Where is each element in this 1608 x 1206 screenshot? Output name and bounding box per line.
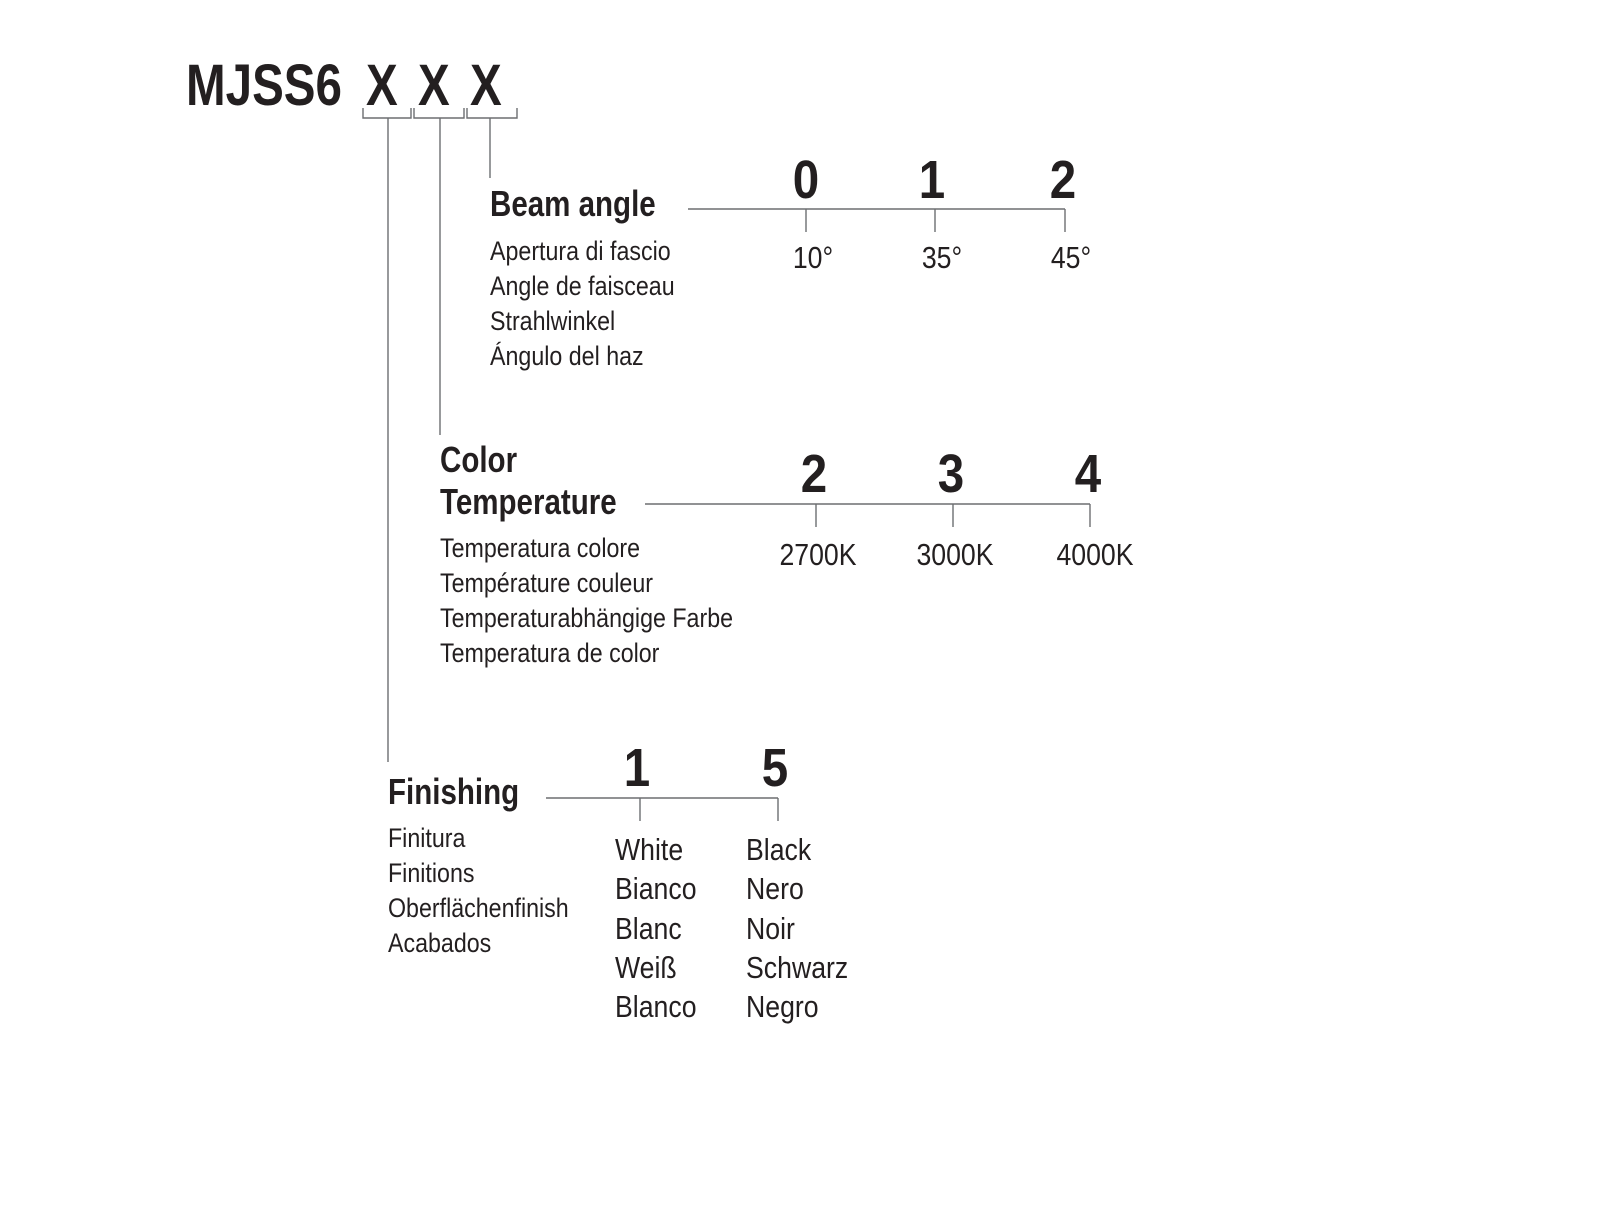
finishing-option-code: 5 (761, 738, 789, 798)
finishing-black-it: Nero (746, 871, 804, 906)
finishing-white-fr: Blanc (615, 911, 682, 946)
beam-option-code: 2 (1049, 150, 1077, 210)
beam-option-code: 0 (792, 150, 820, 210)
beam-translation-it: Apertura di fascio (490, 236, 671, 266)
color-translation-fr: Température couleur (440, 568, 653, 598)
finishing-black-de: Schwarz (746, 950, 849, 985)
beam-translation-fr: Angle de faisceau (490, 271, 675, 301)
code-slot-finishing: X (366, 53, 398, 118)
color-option-value: 3000K (916, 537, 994, 572)
color-option-value: 2700K (779, 537, 857, 572)
beam-angle-title: Beam angle (490, 183, 656, 224)
finishing-white-es: Blanco (615, 989, 697, 1024)
color-translation-es: Temperatura de color (440, 638, 660, 668)
finishing-white-it: Bianco (615, 871, 697, 906)
finishing-black-en: Black (746, 832, 812, 867)
beam-option-value: 35° (921, 240, 963, 275)
beam-option-value: 45° (1050, 240, 1092, 275)
finishing-translation-de: Oberflächenfinish (388, 893, 569, 923)
finishing-option-code: 1 (623, 738, 651, 798)
color-option-code: 2 (800, 444, 828, 504)
beam-translation-de: Strahlwinkel (490, 306, 616, 336)
finishing-white-de: Weiß (615, 950, 677, 985)
color-temperature-title-line1: Color (440, 439, 518, 480)
finishing-translation-it: Finitura (388, 823, 466, 853)
finishing-title: Finishing (388, 771, 520, 812)
color-translation-it: Temperatura colore (440, 533, 641, 563)
color-option-code: 4 (1074, 444, 1102, 504)
code-slot-color: X (418, 53, 450, 118)
finishing-translation-fr: Finitions (388, 858, 475, 888)
finishing-translation-es: Acabados (388, 928, 492, 958)
beam-option-value: 10° (792, 240, 834, 275)
beam-translation-es: Ángulo del haz (490, 341, 644, 371)
color-option-value: 4000K (1056, 537, 1134, 572)
color-translation-de: Temperaturabhängige Farbe (440, 603, 734, 633)
color-option-code: 3 (937, 444, 965, 504)
color-temperature-title-line2: Temperature (440, 481, 617, 522)
finishing-black-fr: Noir (746, 911, 795, 946)
code-prefix: MJSS6 (186, 53, 342, 118)
beam-option-code: 1 (918, 150, 946, 210)
finishing-white-en: White (615, 832, 684, 867)
finishing-black-es: Negro (746, 989, 819, 1024)
code-slot-beam: X (470, 53, 502, 118)
